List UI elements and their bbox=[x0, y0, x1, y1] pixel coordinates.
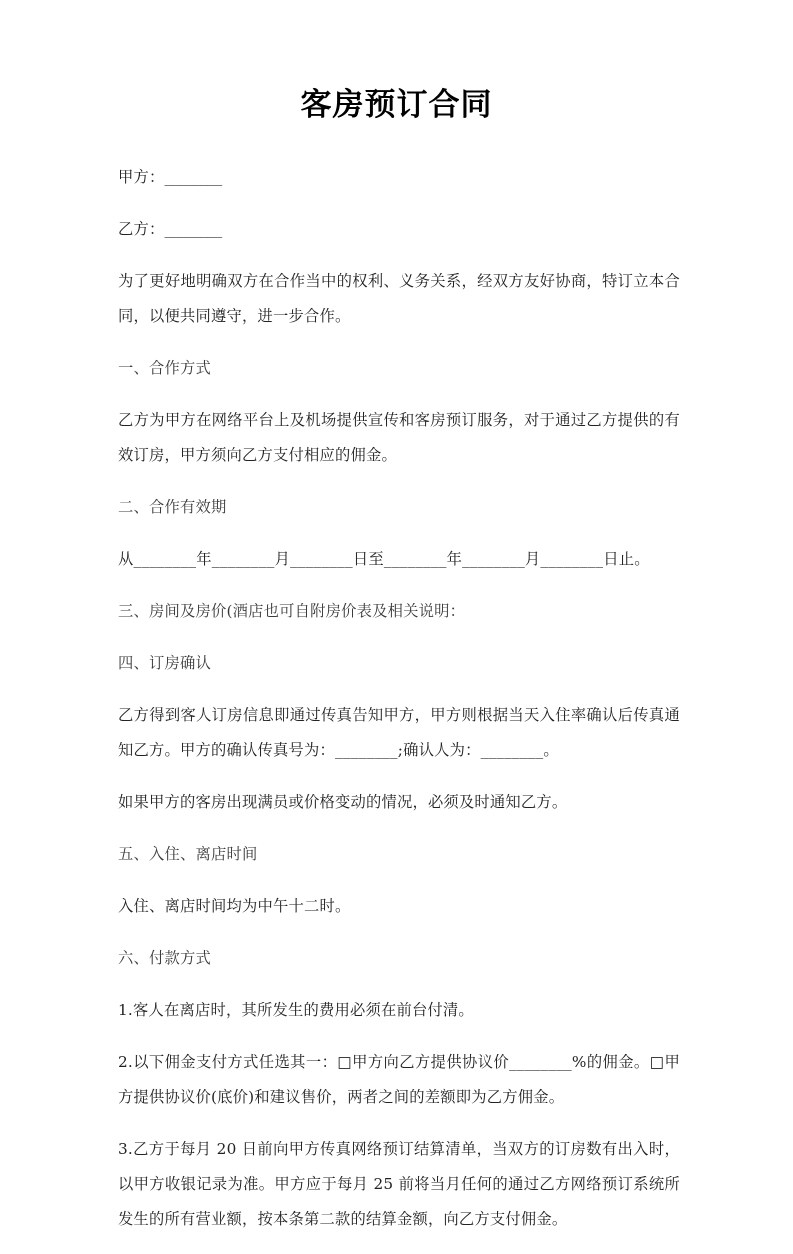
party-line-first bbox=[118, 160, 680, 195]
section-5-paragraph-1: 入住、离店时间均为中午十二时。 bbox=[118, 897, 351, 915]
party-line-second bbox=[118, 212, 680, 247]
section-heading-3: 三、房间及房价(酒店也可自附房价表及相关说明： bbox=[118, 602, 466, 620]
party-blank-jiafang[interactable]: ________ bbox=[164, 168, 222, 186]
section-1-paragraph-1: 乙方为甲方在网络平台上及机场提供宣传和客房预订服务，对于通过乙方提供的有效订房，甲方须向乙方支付相应的佣金。 bbox=[118, 411, 680, 464]
party-label-jiafang: 甲方： bbox=[118, 168, 165, 186]
section-heading-6: 六、付款方式 bbox=[118, 949, 211, 967]
section-2-paragraph-1: 从________年________月________日至________年________月________日止。 bbox=[118, 550, 650, 568]
section-6-paragraph-3: 3.乙方于每月 20 日前向甲方传真网络预订结算清单，当双方的订房数有出入时，以甲方收银记录为准。甲方应于每月 25 前将当月任何的通过乙方网络预订系统所发生的所有营业额，按本条第二款的结算金额，向乙方支付佣金。 bbox=[118, 1140, 680, 1228]
section-heading-4: 四、订房确认 bbox=[118, 654, 211, 672]
section-4-paragraph-2: 如果甲方的客房出现满员或价格变动的情况，必须及时通知乙方。 bbox=[118, 793, 568, 811]
document-title: 客房预订合同 bbox=[300, 87, 493, 123]
section-heading-5: 五、入住、离店时间 bbox=[118, 845, 258, 863]
party-blank-yifang[interactable]: ________ bbox=[164, 220, 222, 238]
section-heading-1: 一、合作方式 bbox=[118, 359, 211, 377]
section-4-paragraph-1: 乙方得到客人订房信息即通过传真告知甲方，甲方则根据当天入住率确认后传真通知乙方。甲方的确认传真号为：________;确认人为：________。 bbox=[118, 706, 680, 759]
section-heading-2: 二、合作有效期 bbox=[118, 498, 227, 516]
party-label-yifang: 乙方： bbox=[118, 220, 165, 238]
section-6-paragraph-1: 1.客人在离店时，其所发生的费用必须在前台付清。 bbox=[118, 1001, 474, 1019]
section-6-paragraph-2: 2.以下佣金支付方式任选其一：□甲方向乙方提供协议价________%的佣金。□甲方提供协议价(底价)和建议售价，两者之间的差额即为乙方佣金。 bbox=[118, 1053, 680, 1106]
document-body bbox=[118, 160, 680, 1254]
preamble-paragraph: 为了更好地明确双方在合作当中的权利、义务关系，经双方友好协商，特订立本合同，以便共同遵守，进一步合作。 bbox=[118, 272, 680, 325]
